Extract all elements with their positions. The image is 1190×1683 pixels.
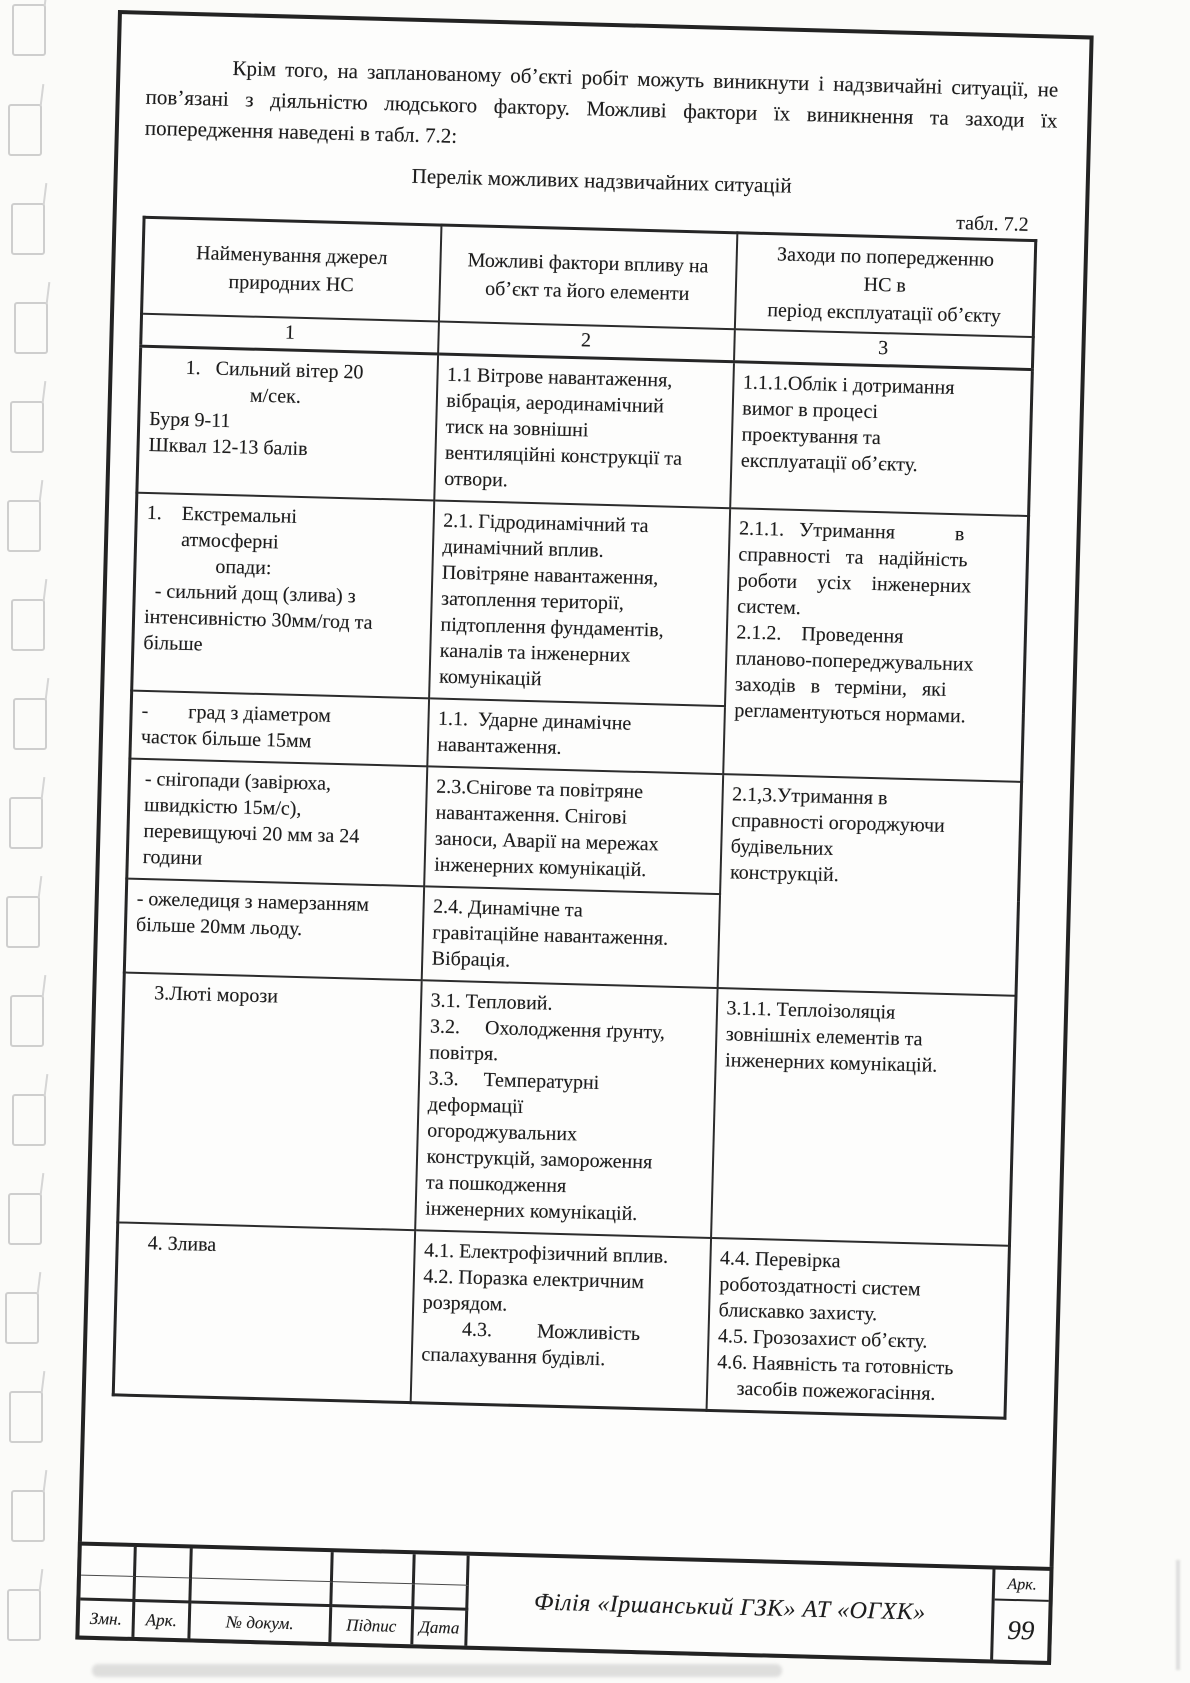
cell-ice-factors: 2.4. Динамічне та гравітаційне навантаження. Вібрація.	[421, 886, 719, 988]
cell-ice-source: - ожеледиця з намерзанням більше 20мм льоду.	[124, 879, 423, 981]
scan-edge-artifact	[1176, 1560, 1180, 1670]
cell-snowfall-factors: 2.3.Снігове та повітряне навантаження. Снігові заноси, Аварії на мережах інженерних комунікацій.	[424, 766, 723, 894]
cell-snowfall-source: - снігопади (завірюха, швидкістю 15м/с), перевищуючі 20 мм за 24 години	[127, 759, 427, 887]
stamp-empty-cell	[135, 1577, 192, 1603]
stamp-label-signature: Підпис	[331, 1607, 414, 1644]
binder-mark	[8, 1193, 42, 1245]
cell-wind-measures: 1.1.1.Облік і дотримання вимог в процесі проектування та експлуатації об’єкту.	[730, 362, 1033, 516]
stamp-empty-cell	[192, 1548, 334, 1582]
binder-mark	[7, 1589, 41, 1641]
binder-mark	[8, 104, 42, 156]
intro-paragraph: Крім того, на запланованому об’єкті робіт можуть виникнути і надзвичайні ситуації, не пов’язані з діяльністю людського фактору. Можливі фактори їх виникнення та заходи їх попередження наведені в табл. 7.2:	[144, 56, 1059, 148]
stamp-empty-cell	[81, 1546, 137, 1577]
stamp-empty-cell	[415, 1554, 470, 1585]
binder-mark	[12, 1094, 46, 1146]
binder-mark	[10, 995, 44, 1047]
binder-mark	[6, 896, 40, 948]
cell-precipitation-source: 1. Екстремальні атмосферні опади: - сильний дощ (злива) з інтенсивністю 30мм/год та більше	[132, 493, 434, 699]
table-caption: Перелік можливих надзвичайних ситуацій	[411, 163, 792, 198]
cell-frost-measures: 3.1.1. Теплоізоляція зовнішніх елементів та інженерних комунікацій.	[711, 988, 1016, 1246]
column-number-3: 3	[734, 329, 1034, 369]
binder-mark	[12, 4, 46, 56]
scan-smudge	[92, 1664, 782, 1677]
title-block-revision-grid	[79, 1546, 469, 1646]
binder-mark	[7, 500, 41, 552]
organization-name: Філія «Іршанський ГЗК» АТ «ОГХК»	[467, 1556, 995, 1660]
stamp-label-zmn: Змн.	[79, 1601, 135, 1637]
column-number-1: 1	[141, 314, 439, 354]
column-number-2: 2	[438, 321, 735, 361]
cell-storm-factors: 4.1. Електрофізичний вплив. 4.2. Поразка електричним розрядом. 4.3. Можливість спалахування будівлі.	[410, 1230, 710, 1410]
binder-mark	[13, 698, 47, 750]
sheet-number-box	[993, 1570, 1049, 1661]
stamp-empty-cell	[333, 1552, 416, 1584]
header-factors: Можливі фактори впливу на об’єкт та його елементи	[438, 225, 736, 329]
emergency-situations-table	[112, 216, 1038, 1420]
stamp-label-docnum: № докум.	[190, 1603, 332, 1642]
binder-mark	[10, 401, 44, 453]
stamp-empty-cell	[191, 1578, 333, 1607]
stamp-empty-cell	[136, 1547, 193, 1578]
stamp-label-ark: Арк.	[134, 1602, 191, 1638]
table-number-label: табл. 7.2	[955, 212, 1029, 236]
cell-frost-factors: 3.1. Тепловий. 3.2. Охолодження ґрунту, повітря. 3.3. Температурні деформації огороджувальних конструкцій, замороження та пошкодження інженерних комунікацій.	[415, 980, 717, 1238]
header-measures: Заходи по попередженню НС в період експлуатації об’єкту	[734, 233, 1035, 337]
header-sources: Найменування джерел природних НС	[142, 217, 441, 321]
cell-hail-factors: 1.1. Ударне динамічне навантаження.	[427, 698, 725, 774]
binder-mark	[14, 302, 48, 354]
sheet-number-label: Арк.	[995, 1570, 1050, 1602]
sheet-number-value: 99	[1007, 1614, 1035, 1646]
stamp-empty-cell	[414, 1584, 469, 1610]
binder-mark	[11, 1490, 45, 1542]
cell-precipitation-measures: 2.1.1. Утримання в справності та надійність роботи усіх інженерних систем. 2.1.2. Проведення планово-попереджувальних заходів в терміни, які регламентуються нормами.	[723, 508, 1029, 782]
stamp-label-date: Дата	[413, 1609, 468, 1645]
page-frame	[75, 10, 1093, 1665]
cell-storm-measures: 4.4. Перевірка роботоздатності систем блискавко захисту. 4.5. Грозозахист об’єкту. 4.6. Наявність та готовність засобів пожежогасіння.	[706, 1238, 1009, 1418]
binder-mark	[11, 203, 45, 255]
cell-frost-source: 3.Люті морози	[118, 972, 421, 1230]
cell-hail-source: - град з діаметром часток більше 15мм	[130, 691, 429, 767]
cell-storm-source: 4. Злива	[113, 1222, 414, 1402]
cell-precipitation-factors: 2.1. Гідродинамічний та динамічний вплив. Повітряне навантаження, затоплення території, підтоплення фундаментів, каналів та інженерних комунікацій	[429, 500, 730, 706]
cell-wind-source: 1. Сильний вітер 20 м/сек. Буря 9-11 Шквал 12-13 балів	[137, 346, 438, 500]
cell-wind-factors: 1.1 Вітрове навантаження, вібрація, аеродинамічний тиск на зовнішні вентиляційні конструкції та отвори.	[434, 354, 734, 508]
table-row	[137, 346, 1033, 516]
table-row	[118, 972, 1016, 1245]
table-row	[113, 1222, 1009, 1418]
table-row	[132, 493, 1029, 714]
binder-mark	[9, 1391, 43, 1443]
title-block	[75, 1541, 1053, 1665]
table-row	[127, 759, 1022, 902]
cell-snowfall-measures: 2.1,3.Утримання в справності огороджуючи будівельних конструкцій.	[717, 774, 1021, 996]
stamp-empty-cell	[80, 1576, 136, 1602]
binder-mark	[5, 1292, 39, 1344]
binder-mark	[9, 797, 43, 849]
stamp-empty-cell	[332, 1582, 415, 1609]
binder-mark	[11, 599, 45, 651]
